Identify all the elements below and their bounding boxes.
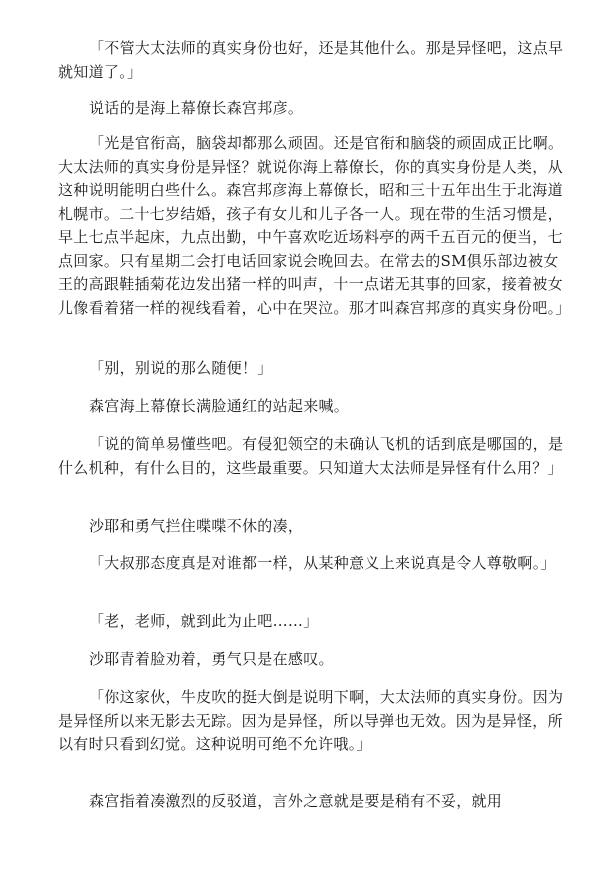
paragraph: 「大叔那态度真是对谁都一样，从某种意义上来说真是令人尊敬啊。」 <box>89 554 556 572</box>
paragraph: 「不管大太法师的真实身份也好，还是其他什么。那是异怪吧，这点早就知道了。」 <box>58 39 564 81</box>
paragraph: 「光是官衔高，脑袋却都那么顽固。还是官衔和脑袋的顽固成正比啊。大太法师的真实身份是异怪？就说你海上幕僚长，你的真实身份是人类，从这种说明能明白些什么。森宫邦彦海上幕僚长，昭和三十五年出生于北海道札幌市。二十七岁结婚，孩子有女儿和儿子各一人。现在带的生活习惯是，早上七点半起床，九点出勤，中午喜欢吃近场料亭的两千五百元的便当，七点回家。只有星期二会打电话回家说会晚回去。在常去的SM俱乐部边被女王的高跟鞋插菊花边发出猪一样的叫声，十一点诺无其事的回家，接着被女儿像看着猪一样的视线看着，心中在哭泣。那才叫森宫邦彦的真实身份吧。」 <box>58 134 571 317</box>
paragraph: 沙耶和勇气拦住喋喋不休的凑， <box>89 517 304 535</box>
paragraph: 森宫海上幕僚长满脸通红的站起来喊。 <box>89 397 350 415</box>
paragraph: 森宫指着凑激烈的反驳道，言外之意就是要是稍有不妥，就用 <box>89 792 503 810</box>
paragraph: 「老，老师，就到此为止吧……」 <box>89 612 319 630</box>
paragraph: 「说的简单易懂些吧。有侵犯领空的未确认飞机的话到底是哪国的，是什么机种，有什么目的，这些最重要。只知道大太法师是异怪有什么用？」 <box>58 435 564 477</box>
paragraph: 沙耶青着脸劝着，勇气只是在感叹。 <box>89 650 334 668</box>
paragraph: 说话的是海上幕僚长森宫邦彦。 <box>89 99 304 117</box>
paragraph: 「你这家伙，牛皮吹的挺大倒是说明下啊，大太法师的真实身份。因为是异怪所以来无影去无踪。因为是异怪，所以导弹也无效。因为是异怪，所以有时只看到幻觉。这种说明可绝不允许哦。」 <box>58 688 564 753</box>
paragraph: 「别，别说的那么随便！」 <box>89 359 273 377</box>
